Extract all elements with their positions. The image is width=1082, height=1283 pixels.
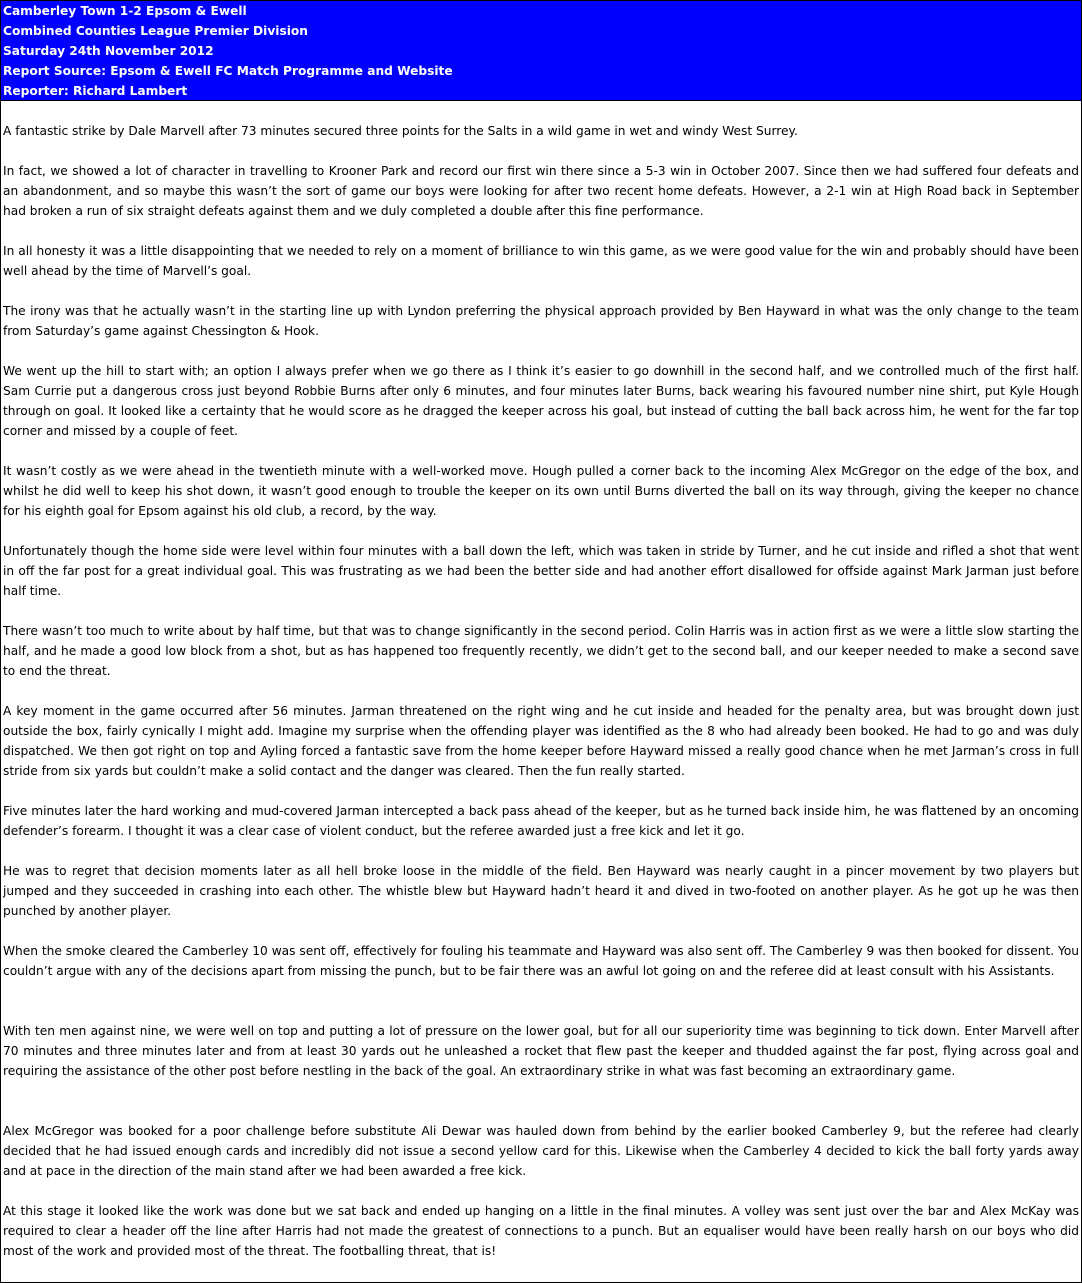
report-paragraph: With ten men against nine, we were well on top and putting a lot of pressure on the lower goal, but for all our superiority time was beginning to tick down. Enter Marvell after 70 minutes and three minutes later and from at least 30 yards out he unleashed a rocket that flew past the keeper and thudded against the far post, flying across goal and requiring the assistance of the other post before nestling in the back of the goal. An extraordinary strike in what was fast becoming an extraordinary game. — [3, 1024, 1079, 1078]
report-paragraph: When the smoke cleared the Camberley 10 was sent off, effectively for fouling his teammate and Hayward was also sent off. The Camberley 9 was then booked for dissent. You couldn’t argue with any of the decisions apart from missing the punch, but to be fair there was an awful lot going on and the referee did at least consult with his Assistants. — [3, 944, 1079, 978]
report-source-line: Report Source: Epsom & Ewell FC Match Programme and Website — [3, 64, 453, 78]
report-paragraph: He was to regret that decision moments later as all hell broke loose in the middle of the field. Ben Hayward was nearly caught in a pincer movement by two players but jumped and they succeeded in crashing into each other. The whistle blew but Hayward hadn’t heard it and dived in two-footed on another player. As he got up he was then punched by another player. — [3, 864, 1079, 918]
report-paragraph: There wasn’t too much to write about by half time, but that was to change significantly in the second period. Colin Harris was in action first as we were a little slow starting the half, and he made a good low block from a shot, but as has happened too frequently recently, we didn’t get to the second ball, and our keeper needed to make a second save to end the threat. — [3, 624, 1079, 678]
report-paragraph: Five minutes later the hard working and mud-covered Jarman intercepted a back pass ahead of the keeper, but as he turned back inside him, he was flattened by an oncoming defender’s forearm. I thought it was a clear case of violent conduct, but the referee awarded just a free kick and let it go. — [3, 804, 1079, 838]
report-paragraph: A fantastic strike by Dale Marvell after 73 minutes secured three points for the Salts in a wild game in wet and windy West Surrey. — [3, 124, 798, 138]
report-paragraph: Unfortunately though the home side were level within four minutes with a ball down the left, which was taken in stride by Turner, and he cut inside and rifled a shot that went in off the far post for a great individual goal. This was frustrating as we had been the better side and had another effort disallowed for offside against Mark Jarman just before half time. — [3, 544, 1079, 598]
match-date-line: Saturday 24th November 2012 — [3, 44, 214, 58]
report-paragraph: At this stage it looked like the work was done but we sat back and ended up hanging on a little in the final minutes. A volley was sent just over the bar and Alex McKay was required to clear a header off the line after Harris had not made the greatest of connections to a punch. But an equaliser would have been really harsh on our boys who did most of the work and provided most of the threat. The footballing threat, that is! — [3, 1204, 1079, 1258]
report-paragraph: In all honesty it was a little disappointing that we needed to rely on a moment of brilliance to win this game, as we were good value for the win and probably should have been well ahead by the time of Marvell’s goal. — [3, 244, 1079, 278]
report-paragraph: We went up the hill to start with; an option I always prefer when we go there as I think it’s easier to go downhill in the second half, and we controlled much of the first half. Sam Currie put a dangerous cross just beyond Robbie Burns after only 6 minutes, and four minutes later Burns, back wearing his favoured number nine shirt, put Kyle Hough through on goal. It looked like a certainty that he would score as he dragged the keeper across his goal, but instead of cutting the ball back across him, he went for the far top corner and missed by a couple of feet. — [3, 364, 1079, 438]
competition-line: Combined Counties League Premier Division — [3, 24, 308, 38]
report-paragraph: It wasn’t costly as we were ahead in the twentieth minute with a well-worked move. Hough pulled a corner back to the incoming Alex McGregor on the edge of the box, and whilst he did well to keep his shot down, it wasn’t good enough to trouble the keeper on its own until Burns diverted the ball on its way through, giving the keeper no chance for his eighth goal for Epsom against his old club, a record, by the way. — [3, 464, 1079, 518]
report-header — [1, 1, 1081, 101]
reporter-line: Reporter: Richard Lambert — [3, 84, 188, 98]
report-paragraph: In fact, we showed a lot of character in travelling to Krooner Park and record our first win there since a 5-3 win in October 2007. Since then we had suffered four defeats and an abandonment, and so maybe this wasn’t the sort of game our boys were looking for after two recent home defeats. However, a 2-1 win at High Road back in September had broken a run of six straight defeats against them and we duly completed a double after this fine performance. — [3, 164, 1079, 218]
report-body — [1, 101, 1081, 1261]
match-result-title: Camberley Town 1-2 Epsom & Ewell — [3, 4, 247, 18]
report-paragraph: The irony was that he actually wasn’t in the starting line up with Lyndon preferring the physical approach provided by Ben Hayward in what was the only change to the team from Saturday’s game against Chessington & Hook. — [3, 304, 1079, 338]
report-paragraph: A key moment in the game occurred after 56 minutes. Jarman threatened on the right wing and he cut inside and headed for the penalty area, but was brought down just outside the box, fairly cynically I might add. Imagine my surprise when the offending player was identified as the 8 who had already been booked. He had to go and was duly dispatched. We then got right on top and Ayling forced a fantastic save from the home keeper before Hayward missed a really good chance when he met Jarman’s cross in full stride from six yards but couldn’t make a solid contact and the danger was cleared. Then the fun really started. — [3, 704, 1079, 778]
report-paragraph: Alex McGregor was booked for a poor challenge before substitute Ali Dewar was hauled down from behind by the earlier booked Camberley 9, but the referee had clearly decided that he had issued enough cards and incredibly did not issue a second yellow card for this. Likewise when the Camberley 4 decided to kick the ball forty yards away and at pace in the direction of the main stand after we had been awarded a free kick. — [3, 1124, 1079, 1178]
